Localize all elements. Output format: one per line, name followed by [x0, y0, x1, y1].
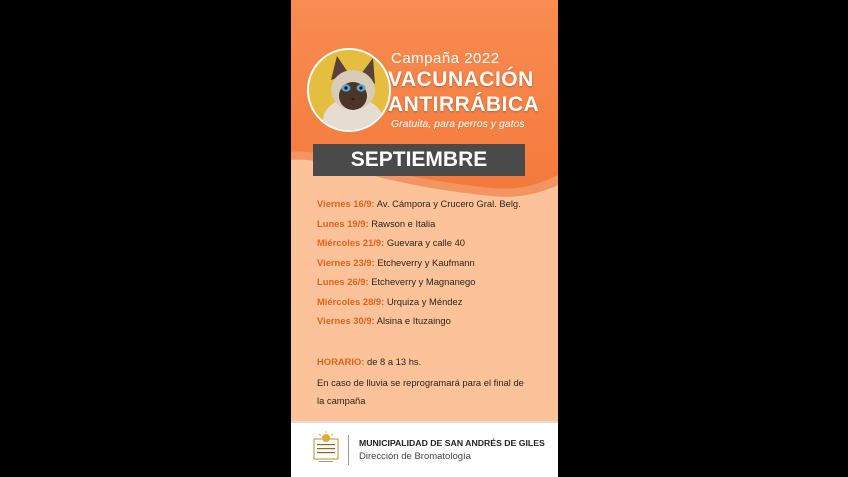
schedule-place: Alsina e Ituzaingo [376, 315, 451, 326]
list-item [317, 257, 555, 277]
hours-value: de 8 a 13 hs. [367, 356, 422, 367]
municipality-seal-icon [313, 431, 339, 465]
list-item [317, 296, 555, 316]
title-line-2: ANTIRRÁBICA [388, 93, 540, 116]
title-line-1: VACUNACIÓN [388, 68, 534, 91]
siamese-cat-icon [309, 50, 389, 130]
schedule-place: Urquiza y Méndez [386, 295, 463, 307]
schedule-day: Miércoles 28/9: [317, 295, 385, 307]
schedule-place: Etcheverry y Magnanego [371, 276, 476, 287]
rain-note [317, 374, 547, 409]
schedule-day: Lunes 26/9: [317, 276, 369, 287]
list-item [317, 237, 555, 257]
schedule-day: Viernes 30/9: [317, 315, 375, 326]
month-banner: SEPTIEMBRE [313, 144, 525, 176]
schedule-list [317, 198, 555, 335]
cat-photo [307, 48, 391, 132]
list-item [317, 198, 555, 218]
rain-note-line-1: En caso de lluvia se reprogramará para el final de [317, 377, 524, 388]
schedule-day: Viernes 23/9: [317, 256, 375, 268]
list-item [317, 218, 555, 238]
footer-divider [348, 435, 349, 465]
schedule-place: Rawson e Italia [371, 217, 436, 229]
schedule-day: Viernes 16/9: [317, 198, 375, 209]
schedule-place: Av. Cámpora y Crucero Gral. Belg. [376, 198, 521, 209]
schedule-day: Miércoles 21/9: [317, 237, 385, 248]
hours-label: HORARIO: [317, 356, 365, 367]
schedule-day: Lunes 19/9: [317, 217, 369, 229]
list-item [317, 315, 555, 335]
vaccination-poster [291, 0, 558, 477]
schedule-place: Guevara y calle 40 [386, 237, 466, 248]
rain-note-line-2: la campaña [317, 394, 366, 406]
schedule-place: Etcheverry y Kaufmann [377, 256, 475, 268]
campaign-year: Campaña 2022 [391, 50, 500, 67]
list-item [317, 276, 555, 296]
footer [291, 423, 558, 477]
subtitle: Gratuita, para perros y gatos [391, 118, 525, 130]
hours-line [317, 356, 421, 367]
organization-name: MUNICIPALIDAD DE SAN ANDRÉS DE GILES [359, 438, 545, 448]
department-name: Dirección de Bromatología [359, 451, 471, 462]
